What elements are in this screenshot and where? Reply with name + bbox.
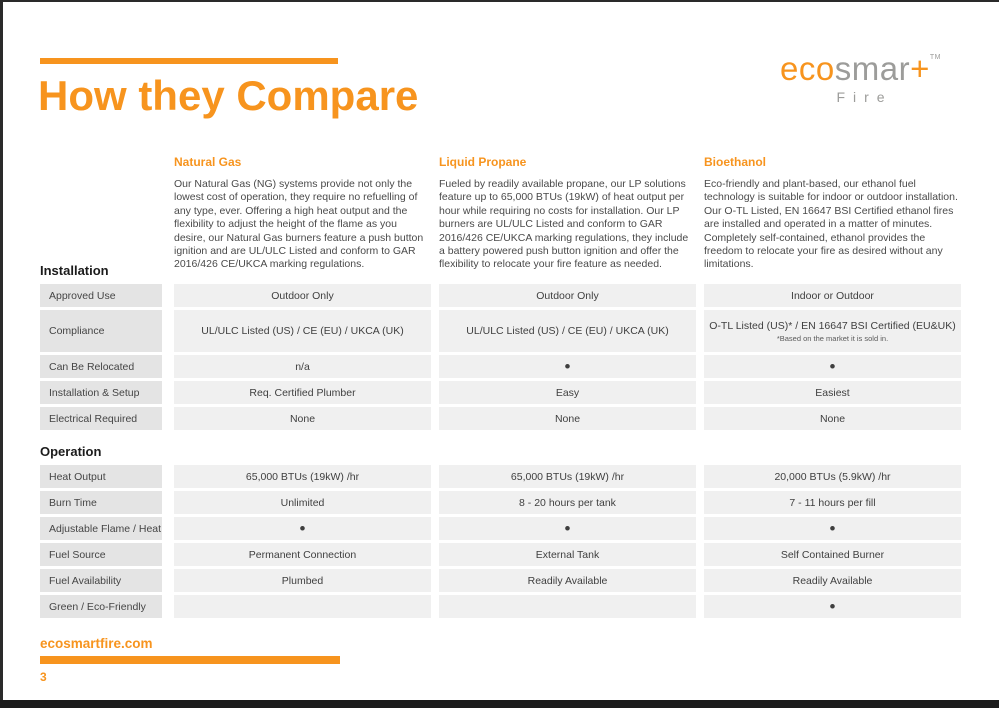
cell-text: Permanent Connection: [248, 548, 357, 561]
row-label: Fuel Availability: [40, 569, 162, 592]
cell-value: [439, 284, 696, 307]
cell-value: [439, 595, 696, 618]
cell-text: Readily Available: [527, 574, 608, 587]
cell-value: [439, 569, 696, 592]
cell-text: •: [829, 356, 836, 376]
cell-text: 8 - 20 hours per tank: [519, 496, 616, 509]
cell-value: [704, 517, 961, 540]
cell-value: [174, 569, 431, 592]
comparison-table: [40, 263, 962, 621]
row-label: Can Be Relocated: [40, 355, 162, 378]
fuel-type-intro: [174, 155, 962, 272]
intro-column-natural-gas: [174, 155, 431, 272]
cell-value: [439, 381, 696, 404]
logo-smar-text: smar: [834, 50, 911, 87]
row-label: Green / Eco-Friendly: [40, 595, 162, 618]
cell-value: [704, 355, 961, 378]
cell-value: [439, 407, 696, 430]
row-label: Fuel Source: [40, 543, 162, 566]
ecosmart-fire-logo: [780, 52, 941, 104]
table-row: [40, 569, 962, 592]
table-row: [40, 491, 962, 514]
cell-value: [439, 465, 696, 488]
cell-value: [174, 517, 431, 540]
table-row: [40, 407, 962, 430]
cell-text: Outdoor Only: [271, 289, 334, 302]
logo-trademark: TM: [929, 54, 941, 61]
table-row: [40, 595, 962, 618]
row-label: Burn Time: [40, 491, 162, 514]
section-header: Installation: [40, 263, 109, 278]
logo-eco-text: eco: [780, 50, 835, 87]
cell-value: [439, 517, 696, 540]
table-row: [40, 381, 962, 404]
cell-text: •: [829, 596, 836, 616]
cell-text: None: [554, 412, 581, 425]
cell-value: [174, 543, 431, 566]
table-row: [40, 310, 962, 352]
cell-value: [174, 310, 431, 352]
page-number: 3: [40, 670, 47, 684]
column-title: Liquid Propane: [439, 155, 527, 169]
cell-text: •: [829, 518, 836, 538]
logo-fire-text: Fire: [836, 89, 893, 105]
cell-text: External Tank: [535, 548, 600, 561]
frame-left-border: [0, 0, 3, 708]
frame-bottom-border: [0, 700, 999, 708]
cell-value: [439, 543, 696, 566]
column-title: Natural Gas: [174, 155, 242, 169]
cell-text: None: [819, 412, 846, 425]
row-label: Compliance: [40, 310, 162, 352]
cell-text: Easy: [555, 386, 580, 399]
website-link[interactable]: ecosmartfire.com: [40, 636, 153, 651]
cell-text: Easiest: [815, 386, 850, 399]
column-description: Eco-friendly and plant-based, our ethanol fuel technology is suitable for indoor or outdoor installation. Our O-TL Listed, EN 16647 BSI Certified ethanol fires are installed and operated in a matter of minutes. Completely self-contained, ethanol provides the freedom to relocate your fire as desired without any limitations.: [704, 178, 958, 271]
cell-value: [439, 355, 696, 378]
table-row: [40, 284, 962, 307]
cell-text: Plumbed: [281, 574, 324, 587]
row-label: Adjustable Flame / Heat: [40, 517, 162, 540]
cell-text: Readily Available: [792, 574, 873, 587]
title-rule: [40, 58, 338, 64]
footer-rule: [40, 656, 340, 664]
page-title: How they Compare: [38, 72, 419, 119]
row-label: Approved Use: [40, 284, 162, 307]
row-label: Electrical Required: [40, 407, 162, 430]
cell-text: Self Contained Burner: [780, 548, 885, 561]
cell-footnote: *Based on the market it is sold in.: [776, 333, 889, 343]
cell-text: Outdoor Only: [536, 289, 599, 302]
section-header: Operation: [40, 444, 102, 459]
logo-plus-icon: +: [910, 50, 930, 87]
cell-value: [439, 491, 696, 514]
cell-text: None: [289, 412, 316, 425]
cell-value: [439, 310, 696, 352]
cell-value: [174, 491, 431, 514]
cell-text: 65,000 BTUs (19kW) /hr: [245, 470, 360, 483]
cell-text: Req. Certified Plumber: [249, 386, 356, 399]
table-row: [40, 465, 962, 488]
cell-value: [704, 465, 961, 488]
cell-value: [174, 284, 431, 307]
cell-value: [174, 465, 431, 488]
cell-text: 20,000 BTUs (5.9kW) /hr: [774, 470, 891, 483]
cell-text: UL/ULC Listed (US) / CE (EU) / UKCA (UK): [466, 325, 669, 337]
cell-text: 7 - 11 hours per fill: [789, 496, 876, 509]
cell-value: [704, 569, 961, 592]
cell-value: [704, 381, 961, 404]
cell-text: n/a: [295, 360, 310, 373]
cell-text: O-TL Listed (US)* / EN 16647 BSI Certified (EU&UK): [709, 319, 956, 332]
logo-wordmark: [780, 52, 941, 85]
cell-value: [174, 595, 431, 618]
cell-value: [704, 284, 961, 307]
cell-value: [704, 407, 961, 430]
cell-text: •: [299, 518, 306, 538]
cell-value: [174, 407, 431, 430]
cell-value: [174, 381, 431, 404]
table-row: [40, 355, 962, 378]
row-label: Heat Output: [40, 465, 162, 488]
cell-text: 65,000 BTUs (19kW) /hr: [510, 470, 625, 483]
cell-text: •: [564, 518, 571, 538]
column-title: Bioethanol: [704, 155, 766, 169]
frame-top-border: [0, 0, 999, 2]
cell-text: Indoor or Outdoor: [791, 289, 874, 302]
table-row: [40, 517, 962, 540]
intro-column-liquid-propane: [439, 155, 696, 272]
cell-text: •: [564, 356, 571, 376]
cell-value: [174, 355, 431, 378]
cell-value: [704, 310, 961, 352]
cell-value: [704, 491, 961, 514]
table-section: [40, 444, 962, 618]
column-description: Our Natural Gas (NG) systems provide not only the lowest cost of operation, they require no refuelling of any type, ever. Offering a high heat output and the flexibility to adjust the height of the flame as you desire, our Natural Gas burners feature a push button ignition and are UL/ULC Listed and conform to GAR 2016/426 CE/UKCA marking regulations.: [174, 178, 424, 271]
table-section: [40, 263, 962, 430]
cell-text: Unlimited: [280, 496, 325, 509]
cell-text: UL/ULC Listed (US) / CE (EU) / UKCA (UK): [201, 325, 404, 337]
table-row: [40, 543, 962, 566]
cell-value: [704, 595, 961, 618]
column-description: Fueled by readily available propane, our LP solutions feature up to 65,000 BTUs (19kW) of heat output per hour while requiring no costs for installation. Our LP burners are UL/ULC Listed and conform to GAR 2016/426 CE/UKCA marking regulations, they include a battery powered push button ignition and offer the flexibility to relocate your fire feature as needed.: [439, 178, 689, 271]
intro-column-bioethanol: [704, 155, 961, 272]
row-label: Installation & Setup: [40, 381, 162, 404]
cell-value: [704, 543, 961, 566]
